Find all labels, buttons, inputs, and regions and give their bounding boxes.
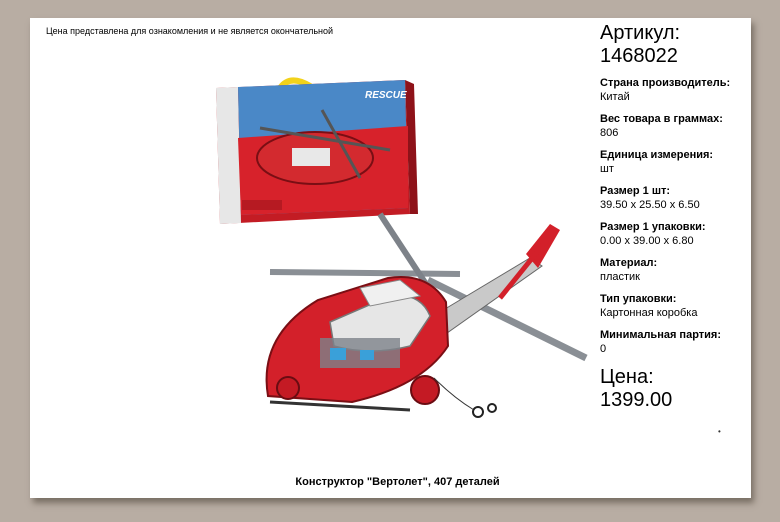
price-label: Цена: [600, 366, 654, 388]
spec-value: шт [600, 163, 614, 175]
spec-unit [600, 148, 750, 176]
spec-material [600, 256, 750, 284]
article-label: Артикул: [600, 22, 681, 44]
price-value: 1399.00 [600, 389, 673, 411]
spec-min-batch [600, 328, 750, 356]
spec-package-type [600, 292, 750, 320]
product-sheet [30, 18, 751, 498]
product-specs [600, 22, 750, 412]
spec-weight [600, 112, 750, 140]
spec-label: Тип упаковки: [600, 293, 677, 305]
spec-value: 0.00 x 39.00 x 6.80 [600, 235, 694, 247]
spec-label: Минимальная партия: [600, 329, 721, 341]
price-disclaimer: Цена представлена для ознакомления и не является окончательной [46, 26, 334, 36]
article-value: 1468022 [600, 45, 678, 67]
helicopter-model [267, 214, 586, 417]
spec-country [600, 76, 750, 104]
spec-label: Размер 1 шт: [600, 185, 671, 197]
spec-value: Картонная коробка [600, 307, 698, 319]
product-caption: Конструктор "Вертолет", 407 деталей [295, 476, 500, 488]
spec-value: 806 [600, 127, 619, 139]
spec-label: Размер 1 упаковки: [600, 221, 706, 233]
decorative-dot: • [718, 427, 721, 436]
product-box [216, 80, 418, 224]
spec-label: Вес товара в граммах: [600, 113, 723, 125]
spec-label: Материал: [600, 257, 658, 269]
spec-value: 39.50 x 25.50 x 6.50 [600, 199, 700, 211]
spec-label: Страна производитель: [600, 77, 731, 89]
spec-value: пластик [600, 271, 640, 283]
spec-package-size [600, 220, 750, 248]
box-brand-text: RESCUE [365, 90, 407, 101]
spec-value: Китай [600, 91, 630, 103]
spec-item-size [600, 184, 750, 212]
price-block [600, 366, 750, 412]
product-photo [30, 18, 600, 458]
spec-value: 0 [600, 343, 607, 355]
spec-label: Единица измерения: [600, 149, 714, 161]
